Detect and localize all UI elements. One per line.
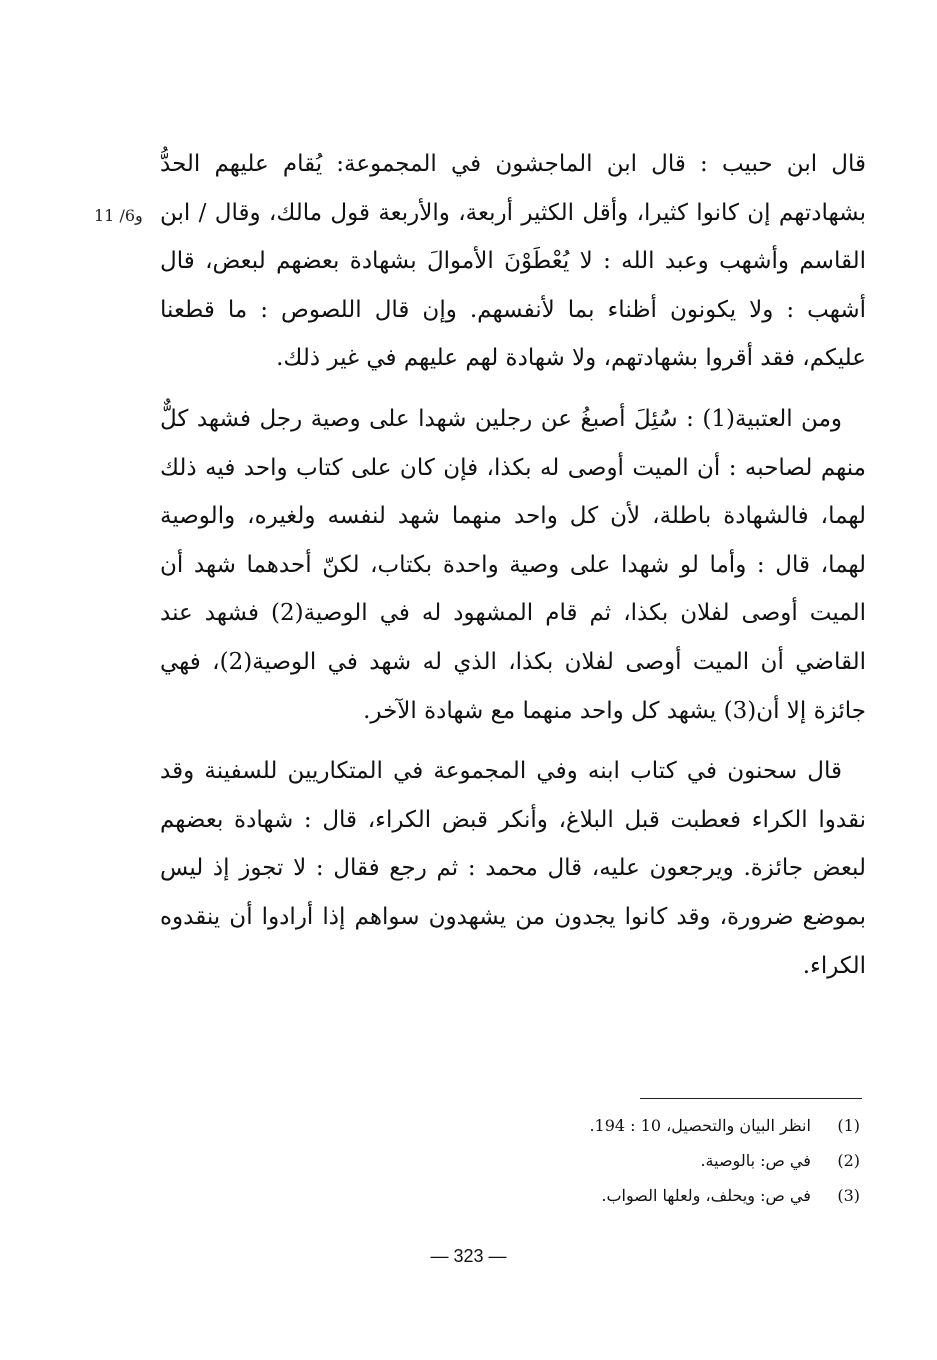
footnote-separator	[640, 1098, 862, 1099]
paragraph-2-sentence-1: ومن العتبية(1) : سُئِلَ أصبغُ عن رجلين شهدا على وصية رجل فشهد كلٌّ منهم لصاحبه : أن الميت أوصى له بكذا، فإن كان على كتاب واحد فيه ذلك لهما، فالشهادة باطلة، لأن كل واحد منهما شهد لنفسه ولغيره، والوصية لهما، قال : وأما لو شهدا على وصية واحدة بكتاب، لكنّ أحدهما شهد أن الميت أوصى لفلان بكذا، ثم قام المشهود له في الوصية(2) فشهد عند القاضي أن الميت أوصى لفلان بكذا، الذي له شهد في الوصية(2)، فهي جائزة إلا أن(3) يشهد كل واحد منهما مع شهادة الآخر.	[160, 405, 866, 724]
page-number: — 323 —	[430, 1246, 507, 1266]
paragraph-2	[160, 395, 866, 735]
footnotes	[300, 1108, 860, 1213]
footnote-number: (1)	[837, 1116, 860, 1135]
paragraph-1	[160, 140, 866, 383]
footnote-number: (2)	[837, 1151, 860, 1170]
paragraph-3-sentence-1: قال سحنون في كتاب ابنه وفي المجموعة في المتكاريين للسفينة وقد نقدوا الكراء فعطبت قبل البلاغ، وأنكر قبض الكراء، قال : شهادة بعضهم لبعض جائزة.	[160, 758, 866, 882]
footnote-number: (3)	[837, 1186, 860, 1205]
paragraph-1-sentence-2: وإن قال اللصوص : ما قطعنا عليكم، فقد أقروا بشهادتهم، ولا شهادة لهم عليهم في غير ذلك.	[160, 296, 866, 372]
margin-folio-reference: 11 /6و	[94, 206, 143, 225]
footnote-text: في ص: بالوصية.	[700, 1151, 811, 1170]
footnote-2	[300, 1143, 860, 1178]
footnote-3	[300, 1178, 860, 1213]
footnote-text: في ص: ويحلف، ولعلها الصواب.	[601, 1186, 811, 1205]
footnote-1	[300, 1108, 860, 1143]
main-text	[160, 140, 866, 990]
footnote-text: انظر البيان والتحصيل، 10 : 194.	[589, 1116, 811, 1135]
paragraph-3-sentence-2: ويرجعون عليه، قال محمد : ثم رجع فقال : لا تجوز إذ ليس بموضع ضرورة، وقد كانوا يجدون من يشهدون سواهم إذا أرادوا أن ينقدوه الكراء.	[160, 855, 866, 979]
paragraph-1-sentence-1: قال ابن حبيب : قال ابن الماجشون في المجموعة: يُقام عليهم الحدُّ بشهادتهم إن كانوا كثيرا، وأقل الكثير أربعة، والأربعة قول مالك، وقال / ابن القاسم وأشهب وعبد الله : لا يُعْطَوْنَ الأموالَ بشهادة بعضهم لبعض، قال أشهب : ولا يكونون أظناء بما لأنفسهم.	[160, 151, 867, 323]
paragraph-3	[160, 747, 866, 990]
